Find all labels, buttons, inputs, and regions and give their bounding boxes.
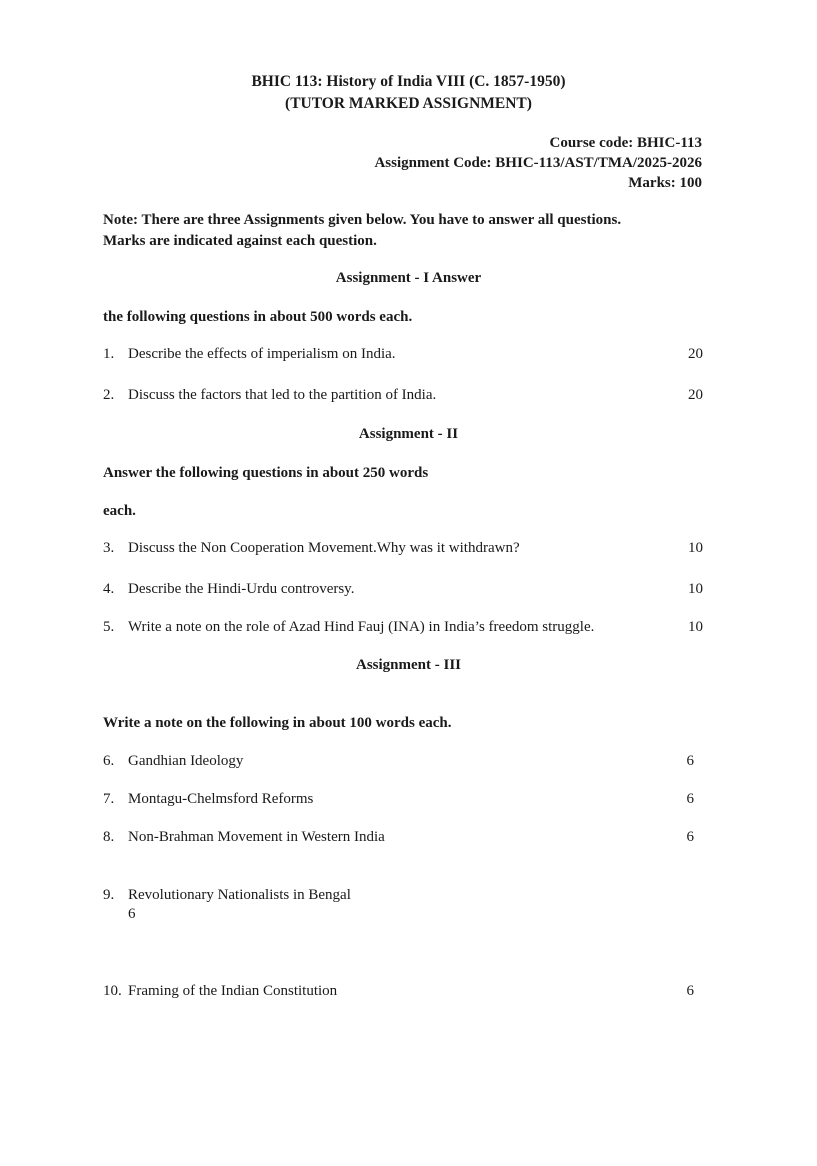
question-number: 8. (103, 829, 115, 845)
document-title: BHIC 113: History of India VIII (C. 1857-1950) (251, 73, 566, 90)
question-7 (103, 791, 313, 808)
question-text: Non-Brahman Movement in Western India (128, 829, 385, 845)
question-3 (103, 540, 520, 557)
note-line-1: Note: There are three Assignments given below. You have to answer all questions. (103, 212, 622, 228)
question-9-marks: 6 (128, 906, 136, 922)
assignment-2-heading: Assignment - II (358, 426, 459, 442)
question-number: 6. (103, 753, 115, 769)
question-text: Gandhian Ideology (128, 753, 244, 769)
question-text: Discuss the Non Cooperation Movement.Why was it withdrawn? (128, 540, 520, 556)
question-10-marks: 6 (686, 983, 694, 999)
assignment-1-heading: Assignment - I Answer (335, 270, 482, 286)
question-8 (103, 829, 385, 846)
question-4-marks: 10 (688, 581, 703, 597)
assignment-3-heading: Assignment - III (355, 657, 461, 673)
course-code: Course code: BHIC-113 (549, 135, 702, 151)
assignment-2-instruction-cont: each. (103, 503, 136, 519)
question-number: 4. (103, 581, 115, 597)
question-5-marks: 10 (688, 619, 703, 635)
question-text: Montagu-Chelmsford Reforms (128, 791, 314, 807)
question-number: 7. (103, 791, 115, 807)
question-number: 3. (103, 540, 115, 556)
question-8-marks: 6 (686, 829, 694, 845)
question-text: Describe the Hindi-Urdu controversy. (128, 581, 355, 597)
question-5 (103, 619, 594, 636)
question-2-marks: 20 (688, 387, 703, 403)
question-10 (103, 983, 337, 1000)
question-number: 9. (103, 887, 115, 903)
assignment-1-instruction: the following questions in about 500 words each. (103, 309, 413, 325)
assignment-2-instruction: Answer the following questions in about 250 words (103, 465, 429, 481)
question-7-marks: 6 (686, 791, 694, 807)
note-line-2: Marks are indicated against each question. (103, 233, 377, 249)
question-3-marks: 10 (688, 540, 703, 556)
question-text: Revolutionary Nationalists in Bengal (128, 887, 351, 903)
question-6 (103, 753, 243, 770)
question-2 (103, 387, 436, 404)
total-marks: Marks: 100 (628, 175, 702, 191)
assignment-3-instruction: Write a note on the following in about 100 words each. (103, 715, 452, 731)
question-1 (103, 346, 396, 363)
question-number: 10. (103, 983, 122, 999)
question-text: Write a note on the role of Azad Hind Fauj (INA) in India’s freedom struggle. (128, 619, 595, 635)
question-4 (103, 581, 354, 598)
assignment-code: Assignment Code: BHIC-113/AST/TMA/2025-2026 (374, 155, 702, 171)
question-text: Discuss the factors that led to the partition of India. (128, 387, 437, 403)
question-9 (103, 887, 351, 904)
question-1-marks: 20 (688, 346, 703, 362)
document-subtitle: (TUTOR MARKED ASSIGNMENT) (285, 95, 532, 112)
question-6-marks: 6 (686, 753, 694, 769)
question-number: 1. (103, 346, 115, 362)
question-number: 2. (103, 387, 115, 403)
question-number: 5. (103, 619, 115, 635)
question-text: Describe the effects of imperialism on India. (128, 346, 396, 362)
question-text: Framing of the Indian Constitution (128, 983, 338, 999)
